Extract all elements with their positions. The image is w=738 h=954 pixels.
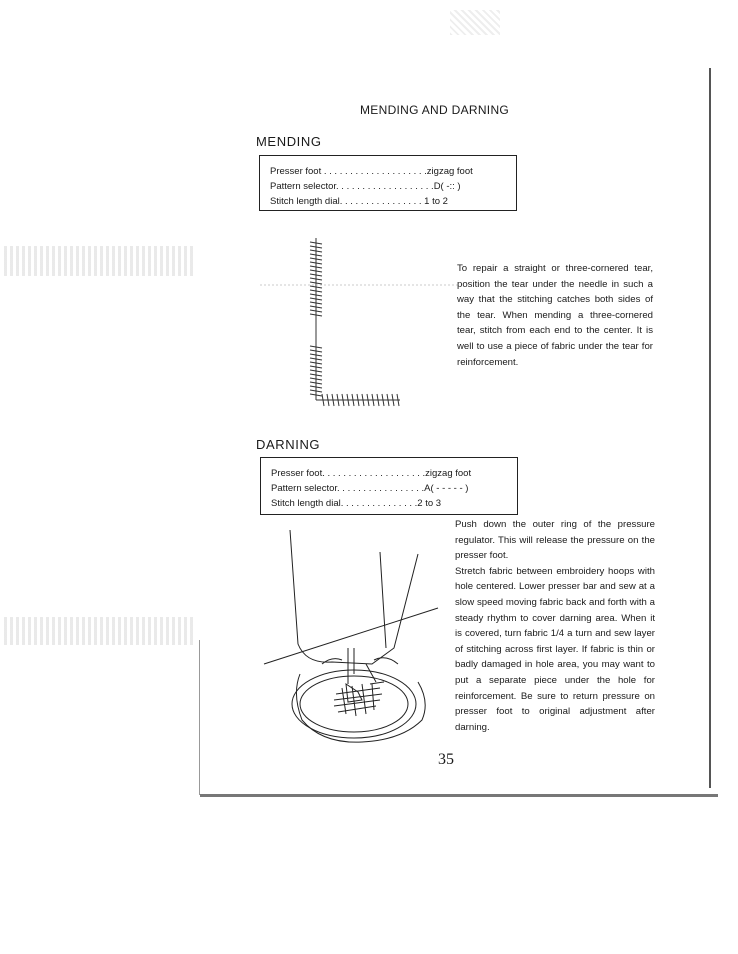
mending-heading: MENDING: [256, 134, 322, 149]
scan-noise-left-bottom: [4, 617, 194, 645]
scan-noise-top: [450, 10, 500, 35]
scan-noise-left-top: [4, 246, 194, 276]
darning-setting-presser-foot: Presser foot. . . . . . . . . . . . . . . . . . . .zigzag foot: [271, 468, 472, 479]
darning-instruction-regulator: Push down the outer ring of the pressure regulator. This will release the pressure on the presser foot.: [455, 519, 655, 562]
mending-settings-box: [259, 155, 517, 211]
mending-setting-presser-foot: Presser foot . . . . . . . . . . . . . . . . . . . .zigzag foot: [270, 166, 473, 177]
tear-guide-line: [260, 284, 460, 286]
darning-heading: DARNING: [256, 437, 321, 452]
darning-machine-illustration: [262, 524, 442, 744]
darning-setting-pattern-selector: Pattern selector. . . . . . . . . . . . . . . . .A( - - - - - ): [271, 483, 469, 494]
mending-instructions: To repair a straight or three-cornered tear, position the tear under the needle in such a way that the stitching catches both sides of the tear. When mending a three-cornered tear, stitch from each end to the center. It is well to use a piece of fabric under the tear for reinforcement.: [457, 263, 653, 368]
page-edge-left: [199, 640, 200, 795]
mending-setting-pattern-selector: Pattern selector. . . . . . . . . . . . . . . . . . .D( -:: ): [270, 181, 461, 192]
page-edge-right: [709, 68, 711, 788]
darning-instructions: [455, 517, 655, 735]
darning-setting-stitch-length: Stitch length dial. . . . . . . . . . . . . . .2 to 3: [271, 498, 442, 509]
darning-instruction-hoops: Stretch fabric between embroidery hoops with hole centered. Lower presser bar and sew at a slow speed moving fabric back and forth with a steady rhythm to cover darning area. When it is covered, turn fabric 1/4 a turn and sew layer of stitching across first layer. If fabric is thin or badly damaged in hole area, you may want to put a separate piece under the hole for reinforcement. Be sure to return pressure on presser foot to original adjustment after darning.: [455, 565, 655, 733]
darning-settings-box: [260, 457, 518, 515]
page-edge-bottom: [200, 794, 718, 797]
page-number: 35: [438, 751, 454, 768]
mending-setting-stitch-length: Stitch length dial. . . . . . . . . . . . . . . . 1 to 2: [270, 196, 448, 207]
page-title: MENDING AND DARNING: [360, 103, 510, 117]
mending-stitch-illustration: [300, 238, 420, 408]
